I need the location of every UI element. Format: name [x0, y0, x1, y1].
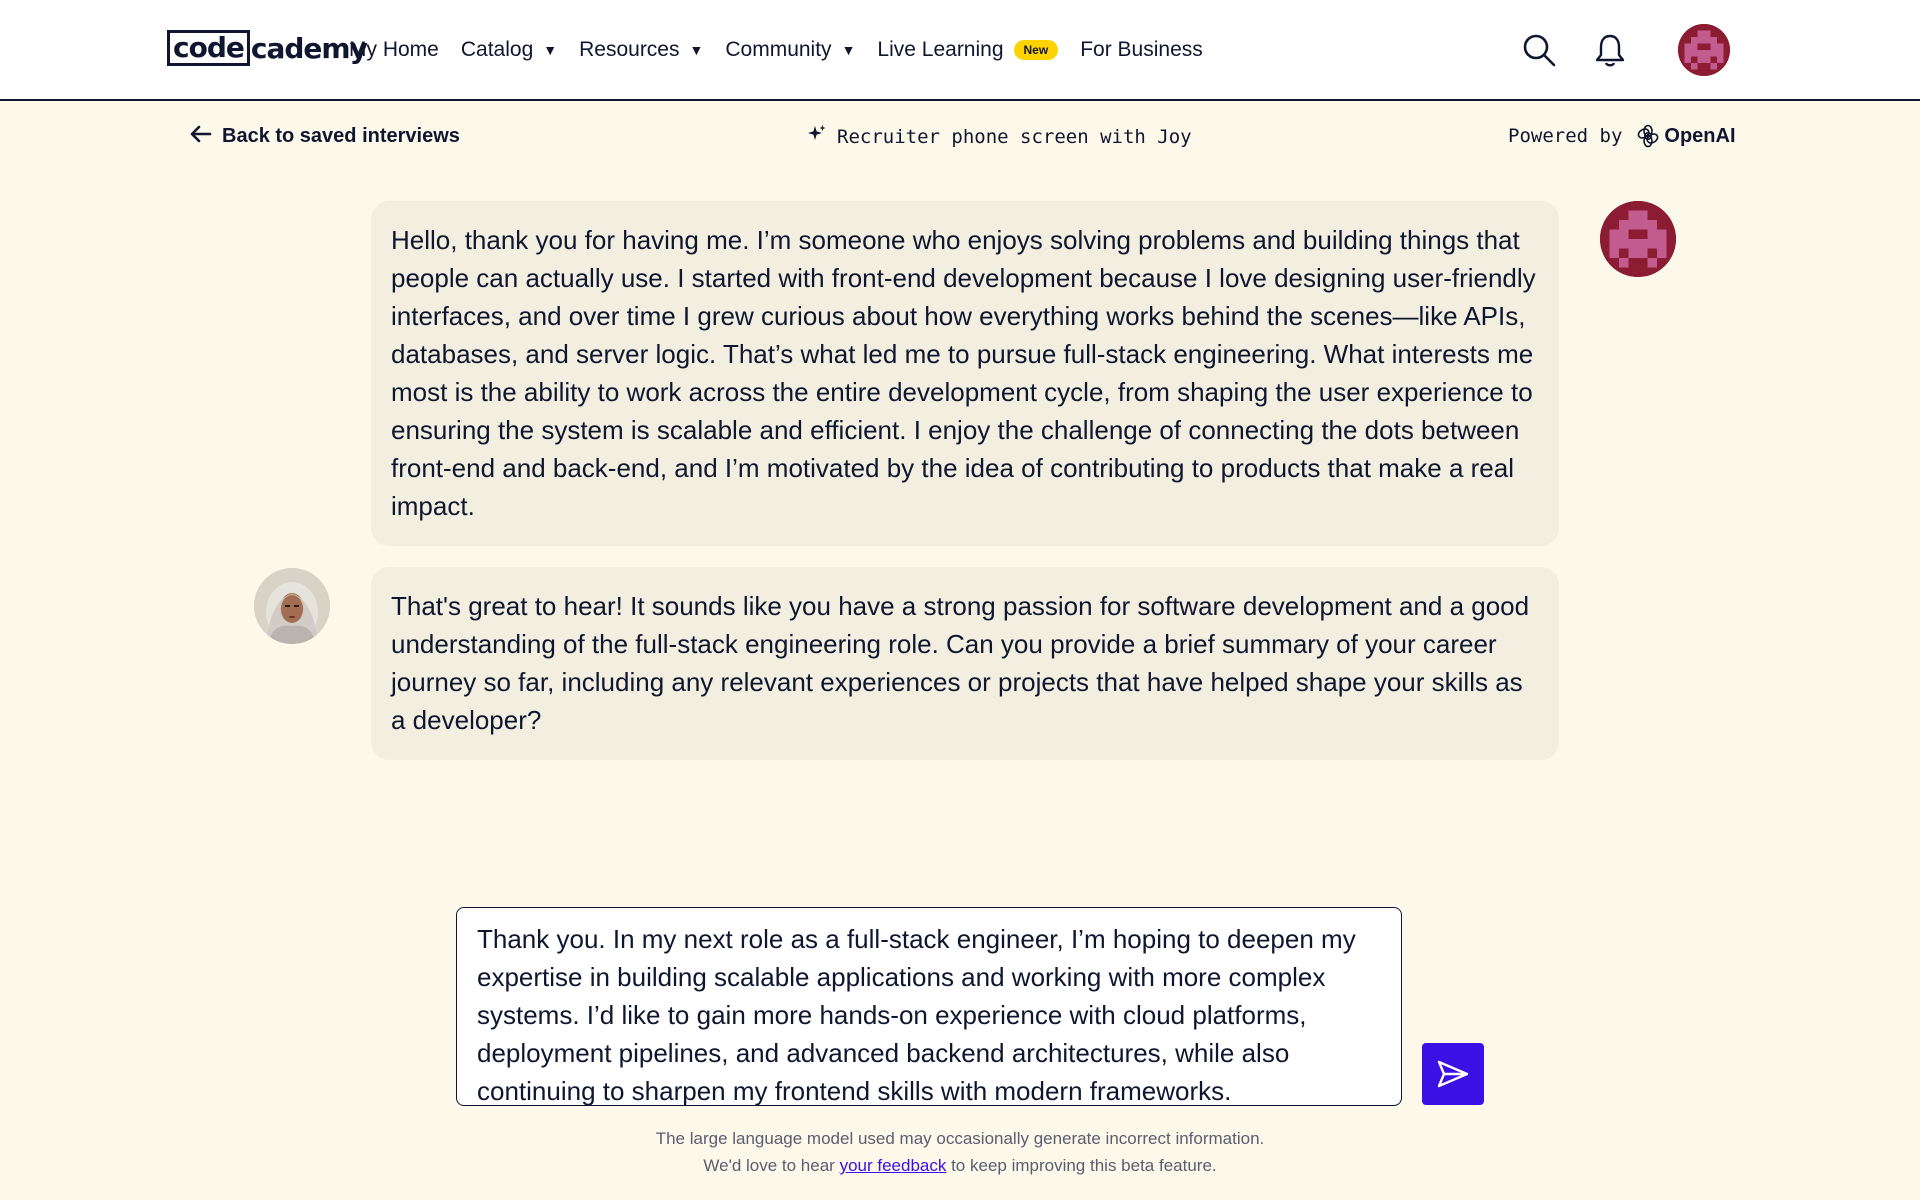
- profile-avatar[interactable]: [1678, 24, 1730, 76]
- session-title: [807, 124, 1192, 149]
- openai-logo: [1636, 124, 1735, 148]
- nav-item-label: Resources: [579, 38, 680, 61]
- nav-item-label: Community: [725, 38, 832, 61]
- bell-icon[interactable]: [1588, 28, 1632, 72]
- nav-item-catalog[interactable]: [461, 38, 557, 62]
- feedback-link[interactable]: your feedback: [839, 1156, 947, 1175]
- assistant-message: [371, 567, 1559, 760]
- nav-links: [349, 0, 1225, 100]
- back-to-saved-interviews-link[interactable]: [190, 122, 460, 150]
- top-nav: [0, 0, 1920, 101]
- user-avatar: [1600, 201, 1676, 277]
- nav-item-label: For Business: [1080, 38, 1203, 61]
- chevron-down-icon: ▼: [689, 42, 704, 58]
- nav-item-label: My Home: [349, 38, 439, 61]
- disclaimer-line-2: [0, 1152, 1920, 1179]
- interview-subheader: [0, 102, 1920, 168]
- sparkle-icon: [807, 124, 827, 149]
- powered-by-label: Powered by: [1508, 125, 1623, 147]
- nav-item-my-home[interactable]: [349, 38, 439, 62]
- logo-boxed-text: code: [167, 30, 250, 66]
- logo-rest-text: cademy: [250, 31, 367, 65]
- user-message-text: Hello, thank you for having me. I’m someone who enjoys solving problems and building things that people can actually use. I started with front-end development because I love designing user-friendly interfaces, and over time I grew curious about how everything works behind the scenes—like APIs, databases, and server logic. That’s what led me to pursue full-stack engineering. What interests me most is the ability to work across the entire development cycle, from shaping the user experience to ensuring the system is scalable and efficient. I enjoy the challenge of connecting the dots between front-end and back-end, and I’m motivated by the idea of contributing to products that make a real impact.: [391, 225, 1536, 521]
- nav-item-resources[interactable]: [579, 38, 703, 62]
- interviewer-avatar: [254, 568, 330, 644]
- openai-icon: [1636, 124, 1660, 148]
- user-message: [371, 201, 1559, 546]
- nav-item-label: Live Learning: [877, 38, 1004, 61]
- back-link-label: Back to saved interviews: [222, 124, 460, 147]
- openai-brand-text: OpenAI: [1664, 124, 1736, 147]
- assistant-message-text: That's great to hear! It sounds like you have a strong passion for software development and a good understanding of the full-stack engineering role. Can you provide a brief summary of your career journey so far, including any relevant experiences or projects that have helped shape your skills as a developer?: [391, 591, 1530, 735]
- disclaimer: [0, 1125, 1920, 1179]
- nav-item-label: Catalog: [460, 38, 534, 61]
- reply-input[interactable]: [456, 907, 1402, 1106]
- send-button[interactable]: [1422, 1043, 1484, 1105]
- nav-item-community[interactable]: [725, 38, 855, 62]
- nav-item-live-learning[interactable]: [877, 38, 1058, 62]
- codecademy-logo[interactable]: [167, 30, 367, 66]
- new-badge: New: [1014, 40, 1059, 60]
- send-icon: [1437, 1060, 1469, 1088]
- powered-by: [1508, 124, 1736, 148]
- session-title-text: Recruiter phone screen with Joy: [837, 125, 1192, 148]
- chevron-down-icon: ▼: [543, 42, 558, 58]
- nav-item-for-business[interactable]: [1080, 38, 1203, 62]
- arrow-left-icon: [190, 122, 212, 150]
- search-icon[interactable]: [1517, 28, 1561, 72]
- chevron-down-icon: ▼: [841, 42, 856, 58]
- disclaimer-line-1: The large language model used may occasionally generate incorrect information.: [655, 1129, 1265, 1148]
- disclaimer-text-before: We'd love to hear: [703, 1156, 840, 1175]
- disclaimer-text-after: to keep improving this beta feature.: [946, 1156, 1217, 1175]
